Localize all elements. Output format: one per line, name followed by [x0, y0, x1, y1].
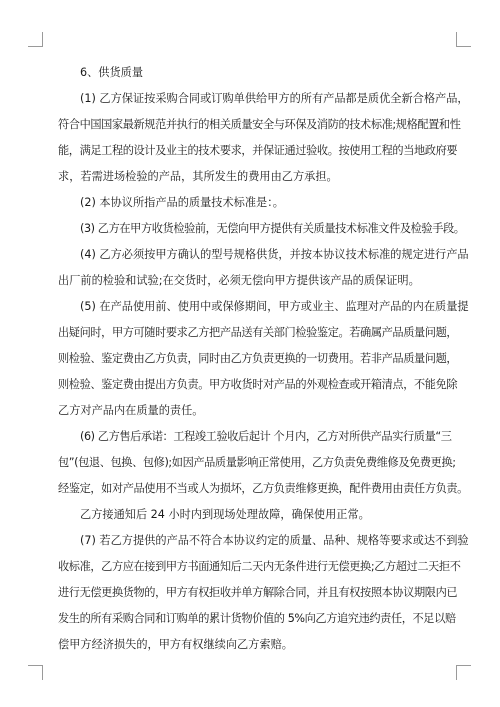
paragraph-line: (7) 若乙方提供的产品不符合本协议约定的质量、品种、规格等要求或达不到验 — [80, 534, 469, 547]
paragraph-line: 则检验、鉴定费由乙方负责，同时由乙方负责更换的一切费用。若非产品质量问题， — [58, 352, 458, 365]
section-heading: 6、供货质量 — [80, 66, 144, 79]
paragraph-line: 出疑问时，甲方可随时要求乙方把产品送有关部门检验鉴定。若确属产品质量问题， — [58, 326, 458, 339]
crop-mark-bottom-left — [28, 665, 43, 680]
paragraph-line: 发生的所有采购合同和订购单的累计货物价值的 5%向乙方追究违约责任，不足以赔 — [58, 612, 456, 625]
paragraph-line: 偿甲方经济损失的，甲方有权继续向乙方索赔。 — [58, 638, 293, 651]
paragraph-line: 能，满足工程的设计及业主的技术要求，并保证通过验收。按使用工程的当地政府要 — [58, 144, 458, 157]
paragraph-line: 收标准，乙方应在接到甲方书面通知后二天内无条件进行无偿更换;乙方超过二天拒不 — [58, 560, 461, 573]
paragraph-line: (1) 乙方保证按采购合同或订购单供给甲方的所有产品都是质优全新合格产品， — [80, 92, 469, 105]
paragraph-line: (3) 乙方在甲方收货检验前，无偿向甲方提供有关质量技术标准文件及检验手段。 — [80, 222, 465, 235]
crop-mark-top-left — [28, 32, 43, 47]
paragraph-line: 包”(包退、包换、包修);如因产品质量影响正常使用，乙方负责免费维修及免费更换; — [58, 456, 456, 469]
paragraph-line: 出厂前的检验和试验;在交货时，必须无偿向甲方提供该产品的质保证明。 — [58, 274, 420, 287]
paragraph-line: (4) 乙方必须按甲方确认的型号规格供货，并按本协议技术标准的规定进行产品 — [80, 248, 469, 261]
paragraph-line: (6) 乙方售后承诺：工程竣工验收后起计 个月内，乙方对所供产品实行质量“三 — [80, 430, 452, 443]
paragraph-line: 符合中国国家最新规范并执行的相关质量安全与环保及消防的技术标准;规格配置和性 — [58, 118, 461, 131]
paragraph-line: 则检验、鉴定费由提出方负责。甲方收货时对产品的外观检查或开箱清点，不能免除 — [58, 378, 458, 391]
crop-mark-top-right — [456, 32, 471, 47]
paragraph-line: 求，若需进场检验的产品，其所发生的费用由乙方承担。 — [58, 170, 338, 183]
crop-mark-bottom-right — [456, 665, 471, 680]
document-body — [58, 64, 469, 654]
paragraph-line: 乙方对产品内在质量的责任。 — [58, 404, 204, 417]
paragraph-line: 经鉴定，如对产品使用不当或人为损坏，乙方负责维修更换，配件费用由责任方负责。 — [58, 482, 468, 495]
paragraph-line: (2) 本协议所指产品的质量技术标准是：。 — [80, 196, 284, 209]
paragraph-line: 乙方接通知后 24 小时内到现场处理故障，确保使用正常。 — [80, 508, 370, 521]
paragraph-line: (5) 在产品使用前、使用中或保修期间，甲方或业主、监理对产品的内在质量提 — [80, 300, 469, 313]
paragraph-line: 进行无偿更换货物的，甲方有权拒收并单方解除合同，并且有权按照本协议期限内已 — [58, 586, 458, 599]
